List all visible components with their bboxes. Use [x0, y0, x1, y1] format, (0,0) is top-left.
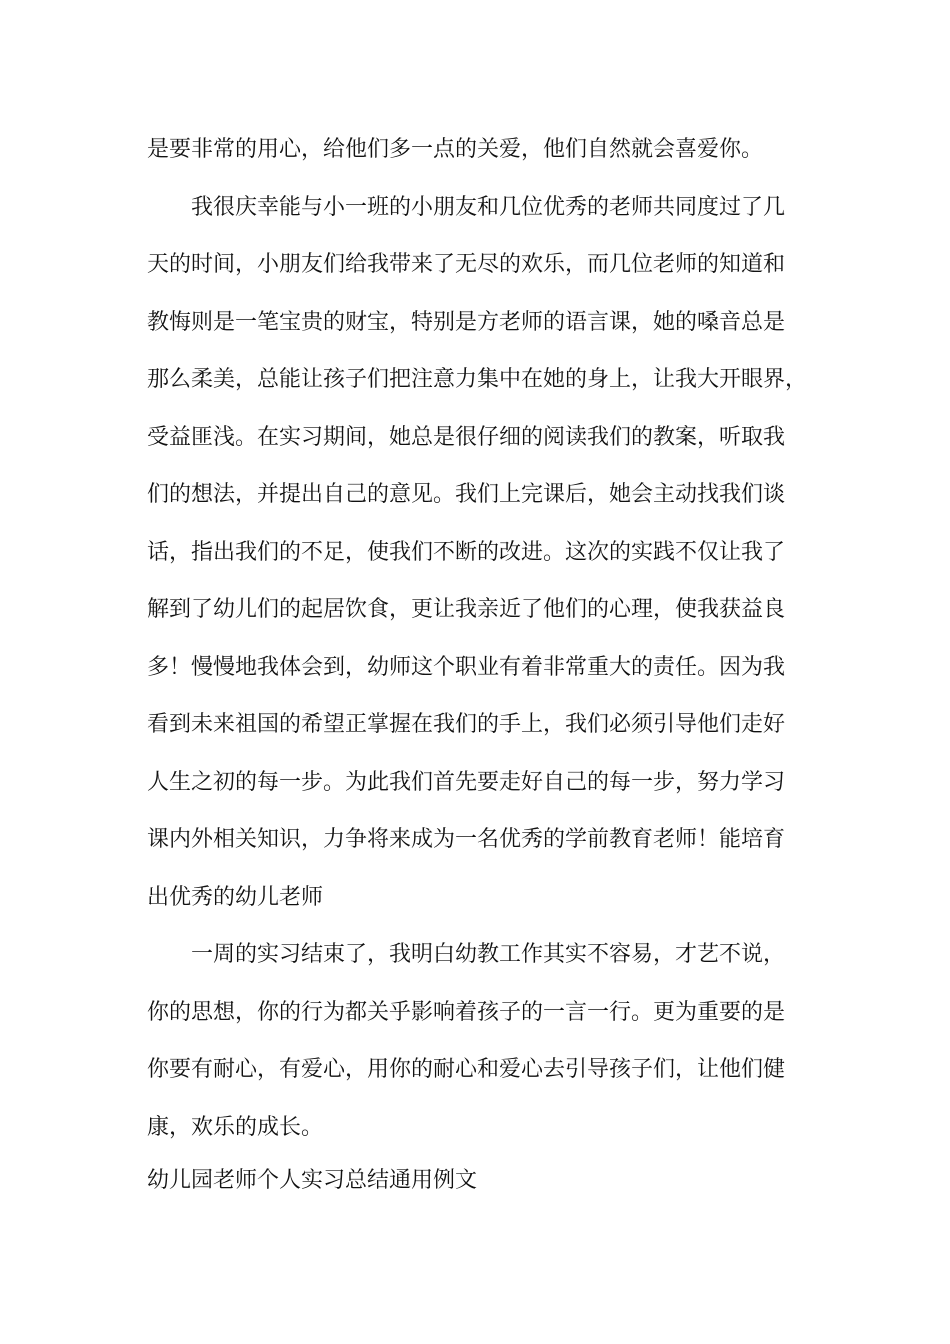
text-line: 那么柔美，总能让孩子们把注意力集中在她的身上，让我大开眼界，	[147, 367, 808, 392]
text-line: 人生之初的每一步。为此我们首先要走好自己的每一步，努力学习	[147, 769, 786, 795]
text-line: 解到了幼儿们的起居饮食，更让我亲近了他们的心理，使我获益良	[147, 597, 786, 622]
paragraph-start-line: 我很庆幸能与小一班的小朋友和几位优秀的老师共同度过了几	[191, 194, 786, 220]
text-line: 康，欢乐的成长。	[147, 1114, 324, 1140]
text-line: 教悔则是一笔宝贵的财宝，特别是方老师的语言课，她的嗓音总是	[147, 309, 786, 335]
text-line: 出优秀的幼儿老师	[147, 884, 324, 910]
text-line: 课内外相关知识，力争将来成为一名优秀的学前教育老师！能培育	[147, 827, 786, 852]
text-line: 你的思想，你的行为都关乎影响着孩子的一言一行。更为重要的是	[147, 999, 786, 1025]
text-line: 受益匪浅。在实习期间，她总是很仔细的阅读我们的教案，听取我	[147, 424, 786, 450]
text-line: 是要非常的用心，给他们多一点的关爱，他们自然就会喜爱你。	[147, 137, 764, 162]
text-line: 话，指出我们的不足，使我们不断的改进。这次的实践不仅让我了	[147, 539, 786, 565]
paragraph-start-line: 一周的实习结束了，我明白幼教工作其实不容易，才艺不说，	[191, 942, 786, 967]
text-line: 多！慢慢地我体会到，幼师这个职业有着非常重大的责任。因为我	[147, 654, 786, 680]
document-body	[147, 127, 827, 1161]
text-line: 天的时间，小朋友们给我带来了无尽的欢乐，而几位老师的知道和	[147, 252, 786, 277]
text-line: 你要有耐心，有爱心，用你的耐心和爱心去引导孩子们，让他们健	[147, 1057, 786, 1082]
document-heading: 幼儿园老师个人实习总结通用例文	[147, 1168, 478, 1193]
text-line: 们的想法，并提出自己的意见。我们上完课后，她会主动找我们谈	[147, 482, 786, 507]
text-line: 看到未来祖国的希望正掌握在我们的手上，我们必须引导他们走好	[147, 712, 786, 737]
